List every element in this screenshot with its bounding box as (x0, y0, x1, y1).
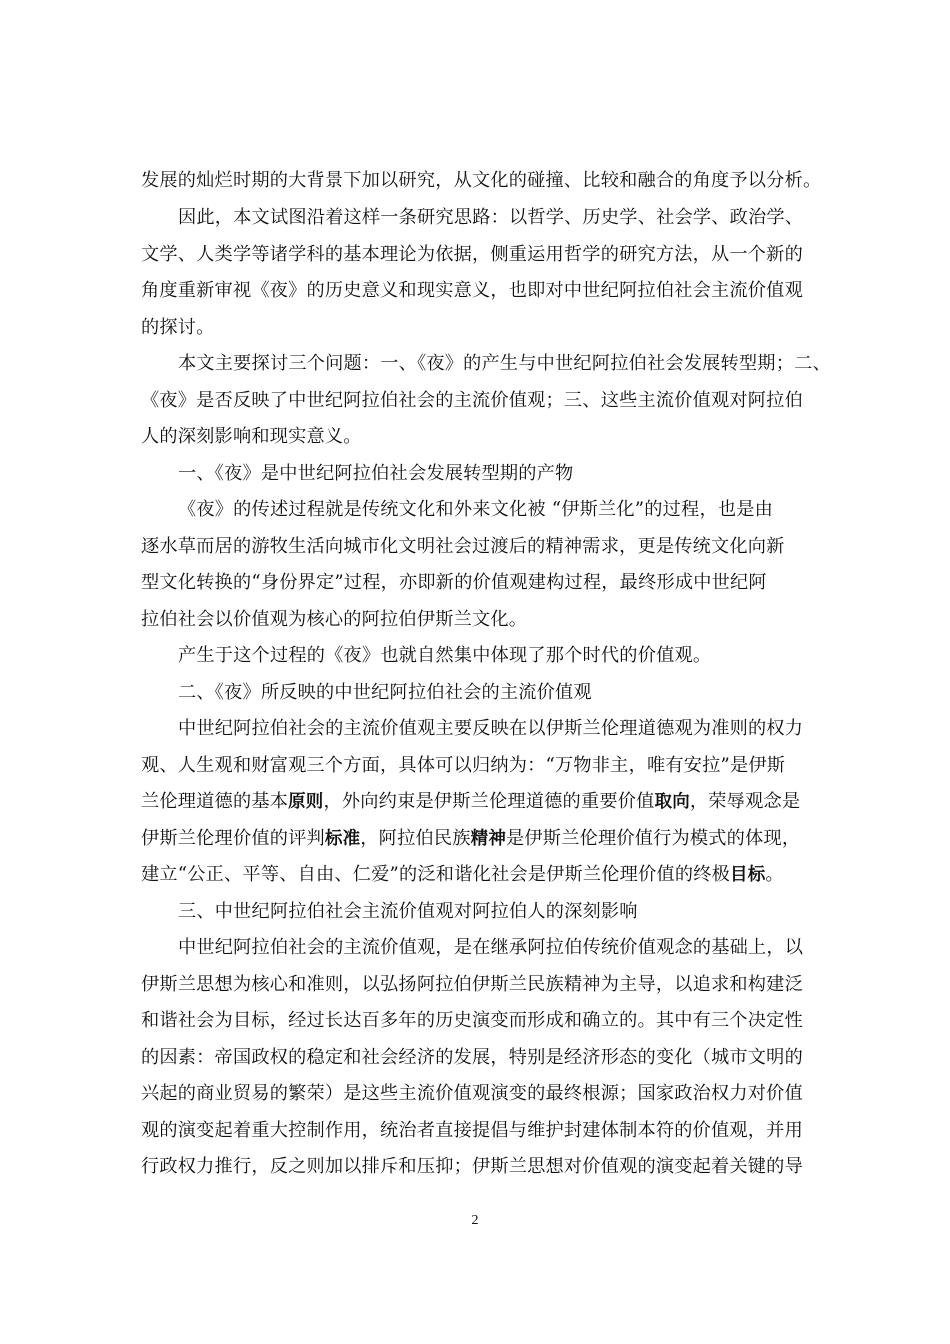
section-heading: 一、《夜》是中世纪阿拉伯社会发展转型期的产物 (178, 463, 574, 484)
text-line: 和谐社会为目标，经过长达百多年的历史演变而形成和确立的。其中有三个决定性 (141, 1010, 803, 1031)
text-span: ，外向约束是伊斯兰伦理道德的重要价值 (323, 791, 655, 812)
text-line: 行政权力推行，反之则加以排斥和压抑；伊斯兰思想对价值观的演变起着关键的导 (141, 1156, 803, 1177)
text-line: 文学、人类学等诸学科的基本理论为依据，侧重运用哲学的研究方法，从一个新的 (141, 244, 803, 265)
text-span: 建立“公正、平等、自由、仁爱”的泛和谐化社会是伊斯兰伦理价值的终极 (141, 864, 731, 885)
text-line: 角度重新审视《夜》的历史意义和现实意义，也即对中世纪阿拉伯社会主流价值观 (141, 280, 803, 301)
section-heading: 二、《夜》所反映的中世纪阿拉伯社会的主流价值观 (178, 682, 592, 703)
text-line (141, 785, 800, 819)
keyword: 取向 (654, 792, 690, 812)
text-line: 《夜》是否反映了中世纪阿拉伯社会的主流价值观；三、这些主流价值观对阿拉伯 (141, 390, 803, 411)
text-line: 人的深刻影响和现实意义。 (141, 426, 362, 447)
text-line (141, 822, 800, 856)
text-span: 。 (765, 864, 784, 885)
text-line: 逐水草而居的游牧生活向城市化文明社会过渡后的精神需求，更是传统文化向新 (141, 536, 785, 557)
text-line: 观、人生观和财富观三个方面，具体可以归纳为：“万物非主，唯有安拉”是伊斯 (141, 755, 786, 776)
text-line: 因此，本文试图沿着这样一条研究思路：以哲学、历史学、社会学、政治学、 (178, 207, 804, 228)
section-heading: 三、中世纪阿拉伯社会主流价值观对阿拉伯人的深刻影响 (178, 901, 638, 922)
keyword: 原则 (288, 792, 324, 812)
text-line: 观的演变起着重大控制作用，统治者直接提倡与维护封建体制本符的价值观，并用 (141, 1120, 803, 1141)
text-line: 拉伯社会以价值观为核心的阿拉伯伊斯兰文化。 (141, 609, 528, 630)
text-line: 中世纪阿拉伯社会的主流价值观，是在继承阿拉伯传统价值观念的基础上，以 (178, 937, 804, 958)
text-line: 伊斯兰思想为核心和准则，以弘扬阿拉伯伊斯兰民族精神为主导，以追求和构建泛 (141, 974, 803, 995)
keyword: 目标 (730, 865, 766, 885)
text-span: 是伊斯兰伦理价值行为模式的体现， (506, 828, 801, 849)
text-line: 兴起的商业贸易的繁荣）是这些主流价值观演变的最终根源；国家政治权力对价值 (141, 1083, 803, 1104)
text-line (141, 858, 784, 892)
text-line: 的探讨。 (141, 317, 215, 338)
text-span: ，阿拉伯民族 (360, 828, 471, 849)
text-line: 的因素：帝国政权的稳定和社会经济的发展，特别是经济形态的变化（城市文明的 (141, 1047, 803, 1068)
page-number: 2 (471, 1213, 479, 1228)
text-line: 《夜》的传述过程就是传统文化和外来文化被 “伊斯兰化”的过程，也是由 (178, 499, 773, 520)
text-line: 中世纪阿拉伯社会的主流价值观主要反映在以伊斯兰伦理道德观为准则的权力 (178, 718, 804, 739)
text-line: 产生于这个过程的《夜》也就自然集中体现了那个时代的价值观。 (178, 645, 712, 666)
keyword: 精神 (470, 829, 507, 849)
text-line: 发展的灿烂时期的大背景下加以研究，从文化的碰撞、比较和融合的角度予以分析。 (141, 170, 822, 191)
text-span: 伊斯兰伦理价值的评判 (141, 828, 325, 849)
text-line: 本文主要探讨三个问题：一、《夜》的产生与中世纪阿拉伯社会发展转型期；二、 (178, 353, 831, 374)
keyword: 标准 (324, 829, 361, 849)
text-span: 兰伦理道德的基本 (141, 791, 289, 812)
text-line: 型文化转换的“身份界定”过程，亦即新的价值观建构过程，最终形成中世纪阿 (141, 572, 767, 593)
text-span: ，荣辱观念是 (689, 791, 801, 812)
